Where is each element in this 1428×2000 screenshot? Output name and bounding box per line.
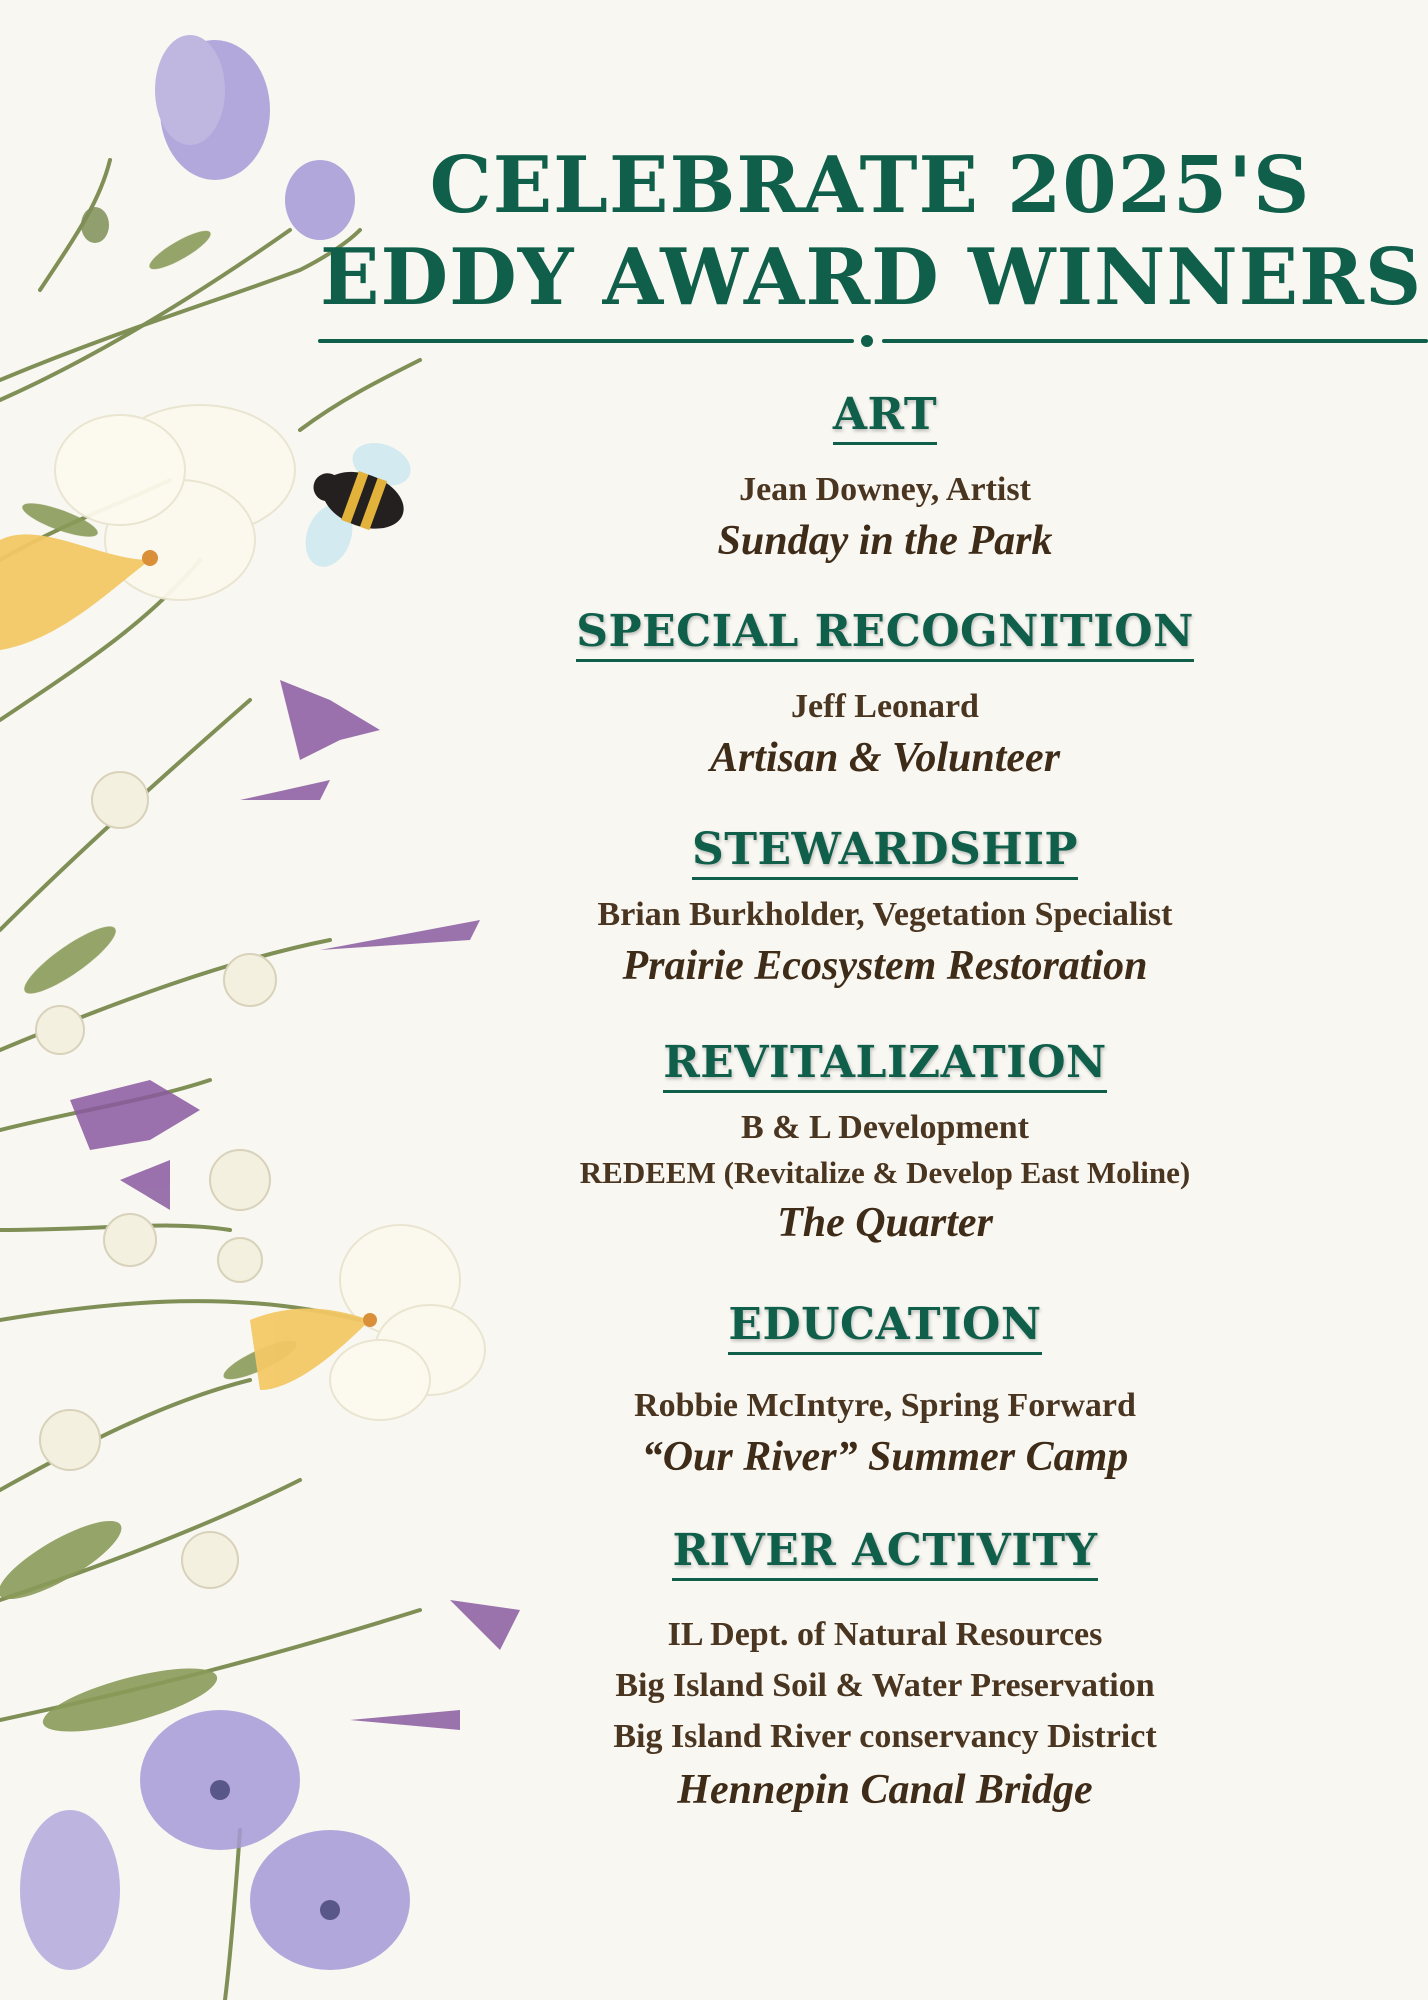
category-heading: SPECIAL RECOGNITION	[576, 607, 1194, 662]
category-heading: ART	[833, 390, 937, 445]
category-stewardship	[500, 825, 1270, 994]
project-title: “Our River” Summer Camp	[641, 1434, 1129, 1480]
recipient: Brian Burkholder, Vegetation Specialist	[597, 896, 1173, 933]
title-line-2: EDDY AWARD WINNERS	[320, 232, 1423, 323]
recipient: Jeff Leonard	[791, 688, 979, 725]
project-title: Sunday in the Park	[717, 518, 1053, 564]
title-line-1: CELEBRATE 2025'S	[429, 140, 1311, 231]
recipient: Robbie McIntyre, Spring Forward	[634, 1387, 1136, 1424]
category-art	[500, 390, 1270, 569]
category-heading: RIVER ACTIVITY	[672, 1526, 1097, 1581]
project-title: Prairie Ecosystem Restoration	[622, 943, 1148, 989]
category-education	[500, 1300, 1270, 1485]
recipient: REDEEM (Revitalize & Develop East Moline)	[579, 1155, 1191, 1190]
category-river-activity	[500, 1526, 1270, 1818]
recipient: IL Dept. of Natural Resources	[667, 1616, 1103, 1653]
category-special-recognition	[500, 607, 1270, 786]
project-title: The Quarter	[777, 1200, 993, 1246]
recipient: B & L Development	[740, 1109, 1030, 1146]
recipient: Big Island River conservancy District	[613, 1718, 1157, 1755]
category-heading: REVITALIZATION	[663, 1038, 1107, 1093]
project-title: Artisan & Volunteer	[709, 735, 1061, 781]
category-revitalization	[500, 1038, 1270, 1251]
recipient: Big Island Soil & Water Preservation	[615, 1667, 1155, 1704]
awards-list	[500, 0, 1270, 2000]
project-title: Hennepin Canal Bridge	[677, 1767, 1093, 1813]
category-heading: EDUCATION	[728, 1300, 1041, 1355]
category-heading: STEWARDSHIP	[692, 825, 1078, 880]
recipient: Jean Downey, Artist	[739, 471, 1031, 508]
